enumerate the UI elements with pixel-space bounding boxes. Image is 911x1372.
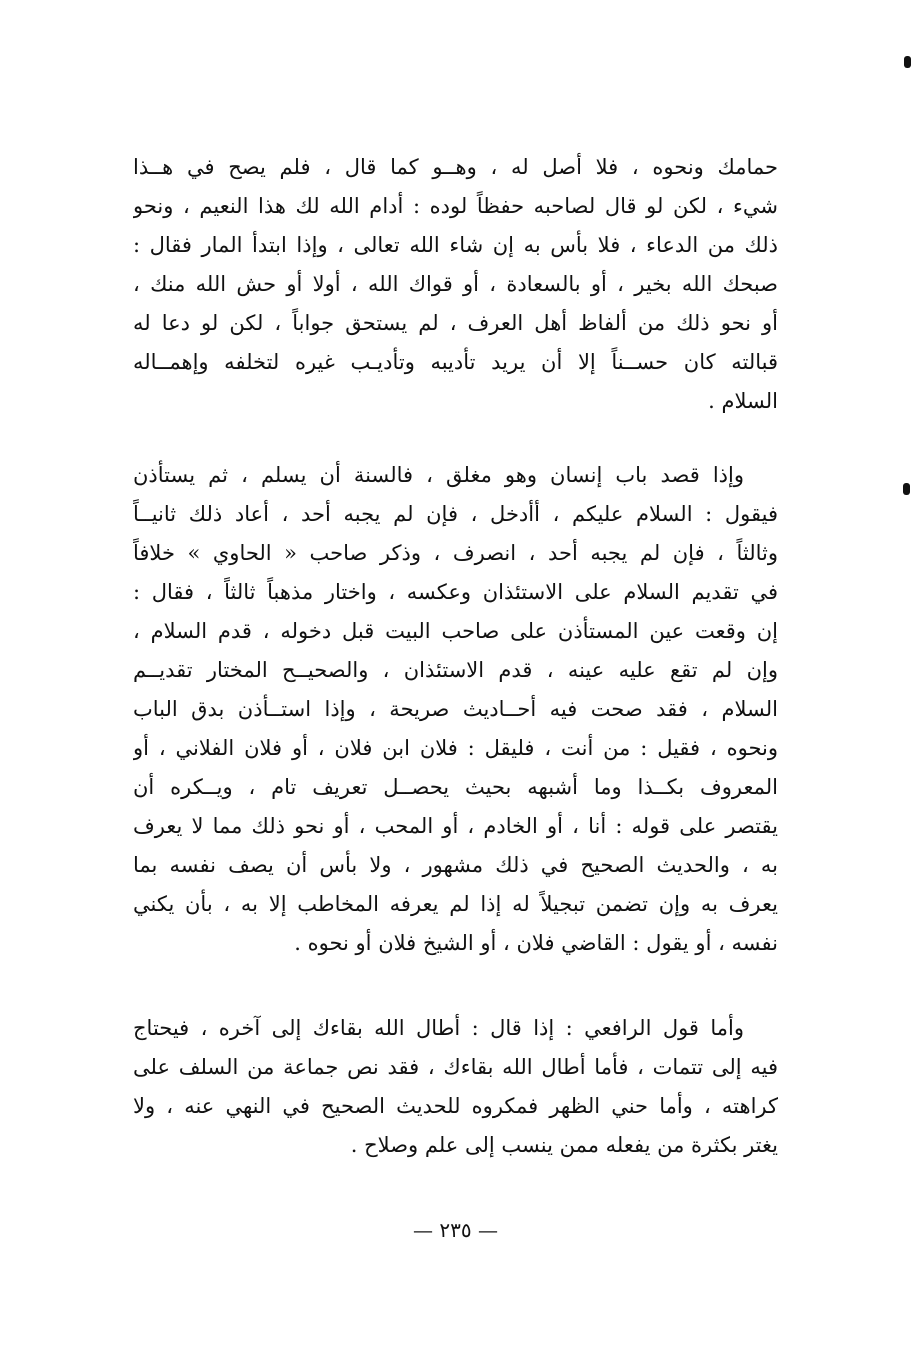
paragraph-line: وأما قول الرافعي : إذا قال : أطال الله بقاءك إلى آخره ، فيحتاج [133,1016,744,1040]
paragraph-line: وإن لم تقع عليه عينه ، قدم الاستئذان ، والصحيــح المختار تقديــم [133,658,778,682]
paragraph-line: وإذا قصد باب إنسان وهو مغلق ، فالسنة أن يسلم ، ثم يستأذن [133,463,744,487]
paragraph-line: وثالثاً ، فإن لم يجبه أحد ، انصرف ، وذكر صاحب « الحاوي » خلافاً [133,541,778,565]
paragraph-line: حمامك ونحوه ، فلا أصل له ، وهــو كما قال ، فلم يصح في هــذا [133,155,778,179]
paragraph-1 [133,148,778,421]
paragraph-line: به ، والحديث الصحيح في ذلك مشهور ، ولا بأس أن يصف نفسه بما [133,853,778,877]
paragraph-line: يغتر بكثرة من يفعله ممن ينسب إلى علم وصلاح . [350,1133,778,1157]
paragraph-line: يعرف به وإن تضمن تبجيلاً له إذا لم يعرفه المخاطب إلا به ، بأن يكني [133,892,778,916]
paragraph-line: فيقول : السلام عليكم ، أأدخل ، فإن لم يجبه أحد ، أعاد ذلك ثانيــاً [133,502,778,526]
paragraph-line: في تقديم السلام على الاستئذان وعكسه ، واختار مذهباً ثالثاً ، فقال : [133,580,778,604]
paragraph-line: السلام . [708,389,778,413]
margin-mark-middle [903,483,910,495]
paragraph-line: صبحك الله بخير ، أو بالسعادة ، أو قواك الله ، أولا أو حش الله منك ، [133,272,778,296]
paragraph-line: شيء ، لكن لو قال لصاحبه حفظاً لوده : أدام الله لك هذا النعيم ، ونحو [133,194,778,218]
paragraph-line: المعروف بكــذا وما أشبهه بحيث يحصــل تعريف تام ، ويــكره أن [133,775,778,799]
paragraph-line: السلام ، فقد صحت فيه أحــاديث صريحة ، وإذا استــأذن بدق الباب [133,697,778,721]
paragraph-line: ذلك من الدعاء ، فلا بأس به إن شاء الله تعالى ، وإذا ابتدأ المار فقال : [133,233,778,257]
paragraph-line: فيه إلى تتمات ، فأما أطال الله بقاءك ، فقد نص جماعة من السلف على [133,1055,778,1079]
paragraph-line: كراهته ، وأما حني الظهر فمكروه للحديث الصحيح في النهي عنه ، ولا [133,1094,778,1118]
paragraph-line: أو نحو ذلك من ألفاظ أهل العرف ، لم يستحق جواباً ، لكن لو دعا له [133,311,778,335]
paragraph-3 [133,1009,778,1165]
page-number: — ٢٣٥ — [413,1218,498,1242]
paragraph-line: ونحوه ، فقيل : من أنت ، فليقل : فلان ابن فلان ، أو فلان الفلاني ، أو [133,736,778,760]
paragraph-line: قبالته كان حســناً إلا أن يريد تأديبه وتأديـب غيره لتخلفه وإهمــاله [133,350,778,374]
margin-mark-top [904,56,911,68]
paragraph-line: يقتصر على قوله : أنا ، أو الخادم ، أو المحب ، أو نحو ذلك مما لا يعرف [133,814,778,838]
paragraph-line: إن وقعت عين المستأذن على صاحب البيت قبل دخوله ، قدم السلام ، [133,619,778,643]
paragraph-2 [133,456,778,963]
paragraph-line: نفسه ، أو يقول : القاضي فلان ، أو الشيخ فلان أو نحوه . [294,931,778,955]
